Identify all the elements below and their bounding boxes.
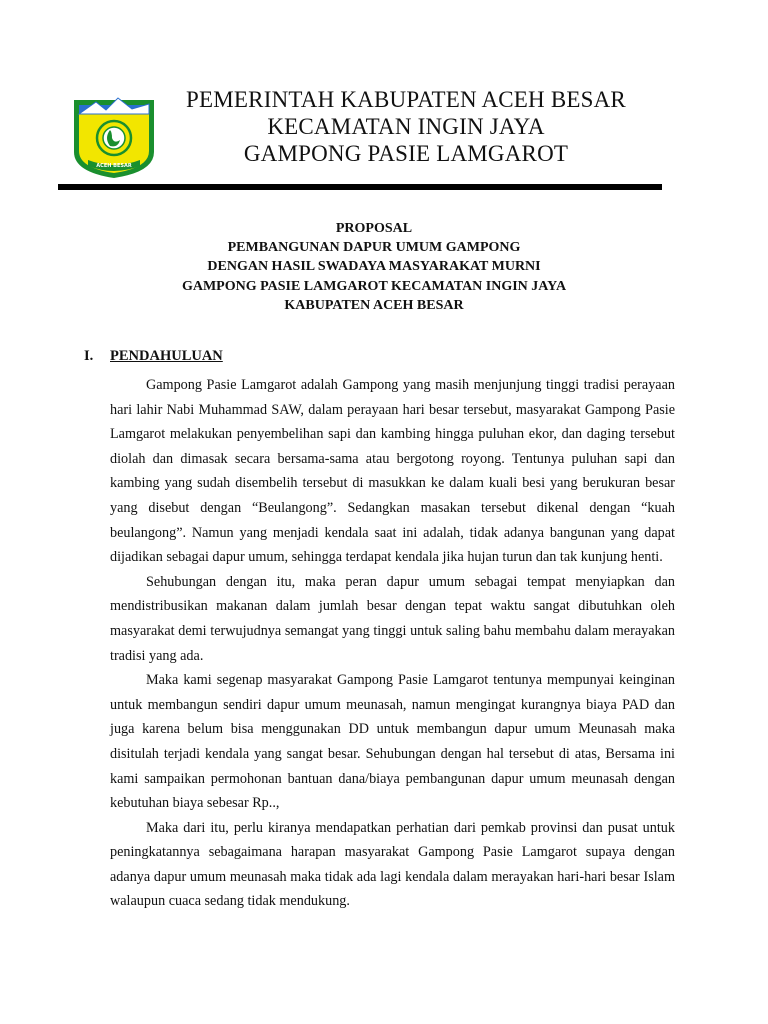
letterhead-line-1: PEMERINTAH KABUPATEN ACEH BESAR — [186, 87, 626, 112]
letterhead — [168, 86, 644, 167]
letterhead-line-3: GAMPONG PASIE LAMGAROT — [243, 141, 569, 166]
title-line-3: DENGAN HASIL SWADAYA MASYARAKAT MURNI — [207, 259, 541, 275]
title-line-1: PROPOSAL — [335, 221, 413, 236]
paragraph: Maka dari itu, perlu kiranya mendapatkan perhatian dari pemkab provinsi dan pusat untuk peningkatannya sebagaimana harapan masyarakat Gampong Pasie Lamgarot supaya dengan adanya dapur umum meunasah maka tidak ada lagi kendala dalam merayakan hari-hari besar Islam walaupun cuaca sedang tidak mendukung. — [110, 819, 675, 910]
paragraph: Maka kami segenap masyarakat Gampong Pasie Lamgarot tentunya mempunyai keinginan untuk membangun sendiri dapur umum meunasah, namun mengingat kurangnya biaya PAD dan juga karena belum bisa menggunakan DD untuk membangun dapur umum Meunasah maka disitulah terjadi kendala yang sangat besar. Sehubungan dengan hal tersebut di atas, Bersama ini kami sampaikan permohonan bantuan dana/biaya pembangunan dapur umum meunasah dengan kebutuhan biaya sebesar Rp.., — [110, 672, 675, 812]
paragraph: Sehubungan dengan itu, maka peran dapur umum sebagai tempat menyiapkan dan mendistribusikan makanan dalam jumlah besar dengan tepat waktu sangat dibutuhkan oleh masyarakat demi terwujudnya semangat yang tinggi untuk saling bahu membahu dalam merayakan tradisi yang ada. — [110, 573, 675, 664]
section-number: I. — [84, 348, 94, 364]
emblem-banner-text: ACEH BESAR — [96, 163, 132, 169]
proposal-title — [60, 219, 688, 315]
title-line-4: GAMPONG PASIE LAMGAROT KECAMATAN INGIN JAYA — [181, 278, 567, 294]
title-line-5: KABUPATEN ACEH BESAR — [284, 297, 464, 313]
letterhead-rule — [58, 184, 662, 190]
section-label: PENDAHULUAN — [110, 348, 223, 364]
section-heading — [84, 348, 223, 365]
letterhead-line-2: KECAMATAN INGIN JAYA — [267, 114, 545, 139]
paragraph: Gampong Pasie Lamgarot adalah Gampong yang masih menjunjung tinggi tradisi perayaan hari lahir Nabi Muhammad SAW, dalam perayaan hari besar tersebut, masyarakat Gampong Pasie Lamgarot melakukan penyembelihan sapi dan kambing hingga puluhan ekor, dan daging tersebut diolah dan dimasak secara bersama-sama atau bergotong royong. Tentunya puluhan sapi dan kambing yang sudah disembelih tersebut di masukkan ke dalam kuali besi yang berukuran besar yang disebut dengan “Beulangong”. Sedangkan masakan tersebut dikenal dengan “kuah beulangong”. Namun yang menjadi kendala saat ini adalah, tidak adanya bangunan yang dapat dijadikan sebagai dapur umum, sehingga terdapat kendala jika hujan turun dan tak kunjung henti. — [110, 377, 675, 566]
title-line-2: PEMBANGUNAN DAPUR UMUM GAMPONG — [227, 240, 521, 256]
body-text — [110, 373, 675, 914]
aceh-besar-emblem — [70, 90, 158, 180]
